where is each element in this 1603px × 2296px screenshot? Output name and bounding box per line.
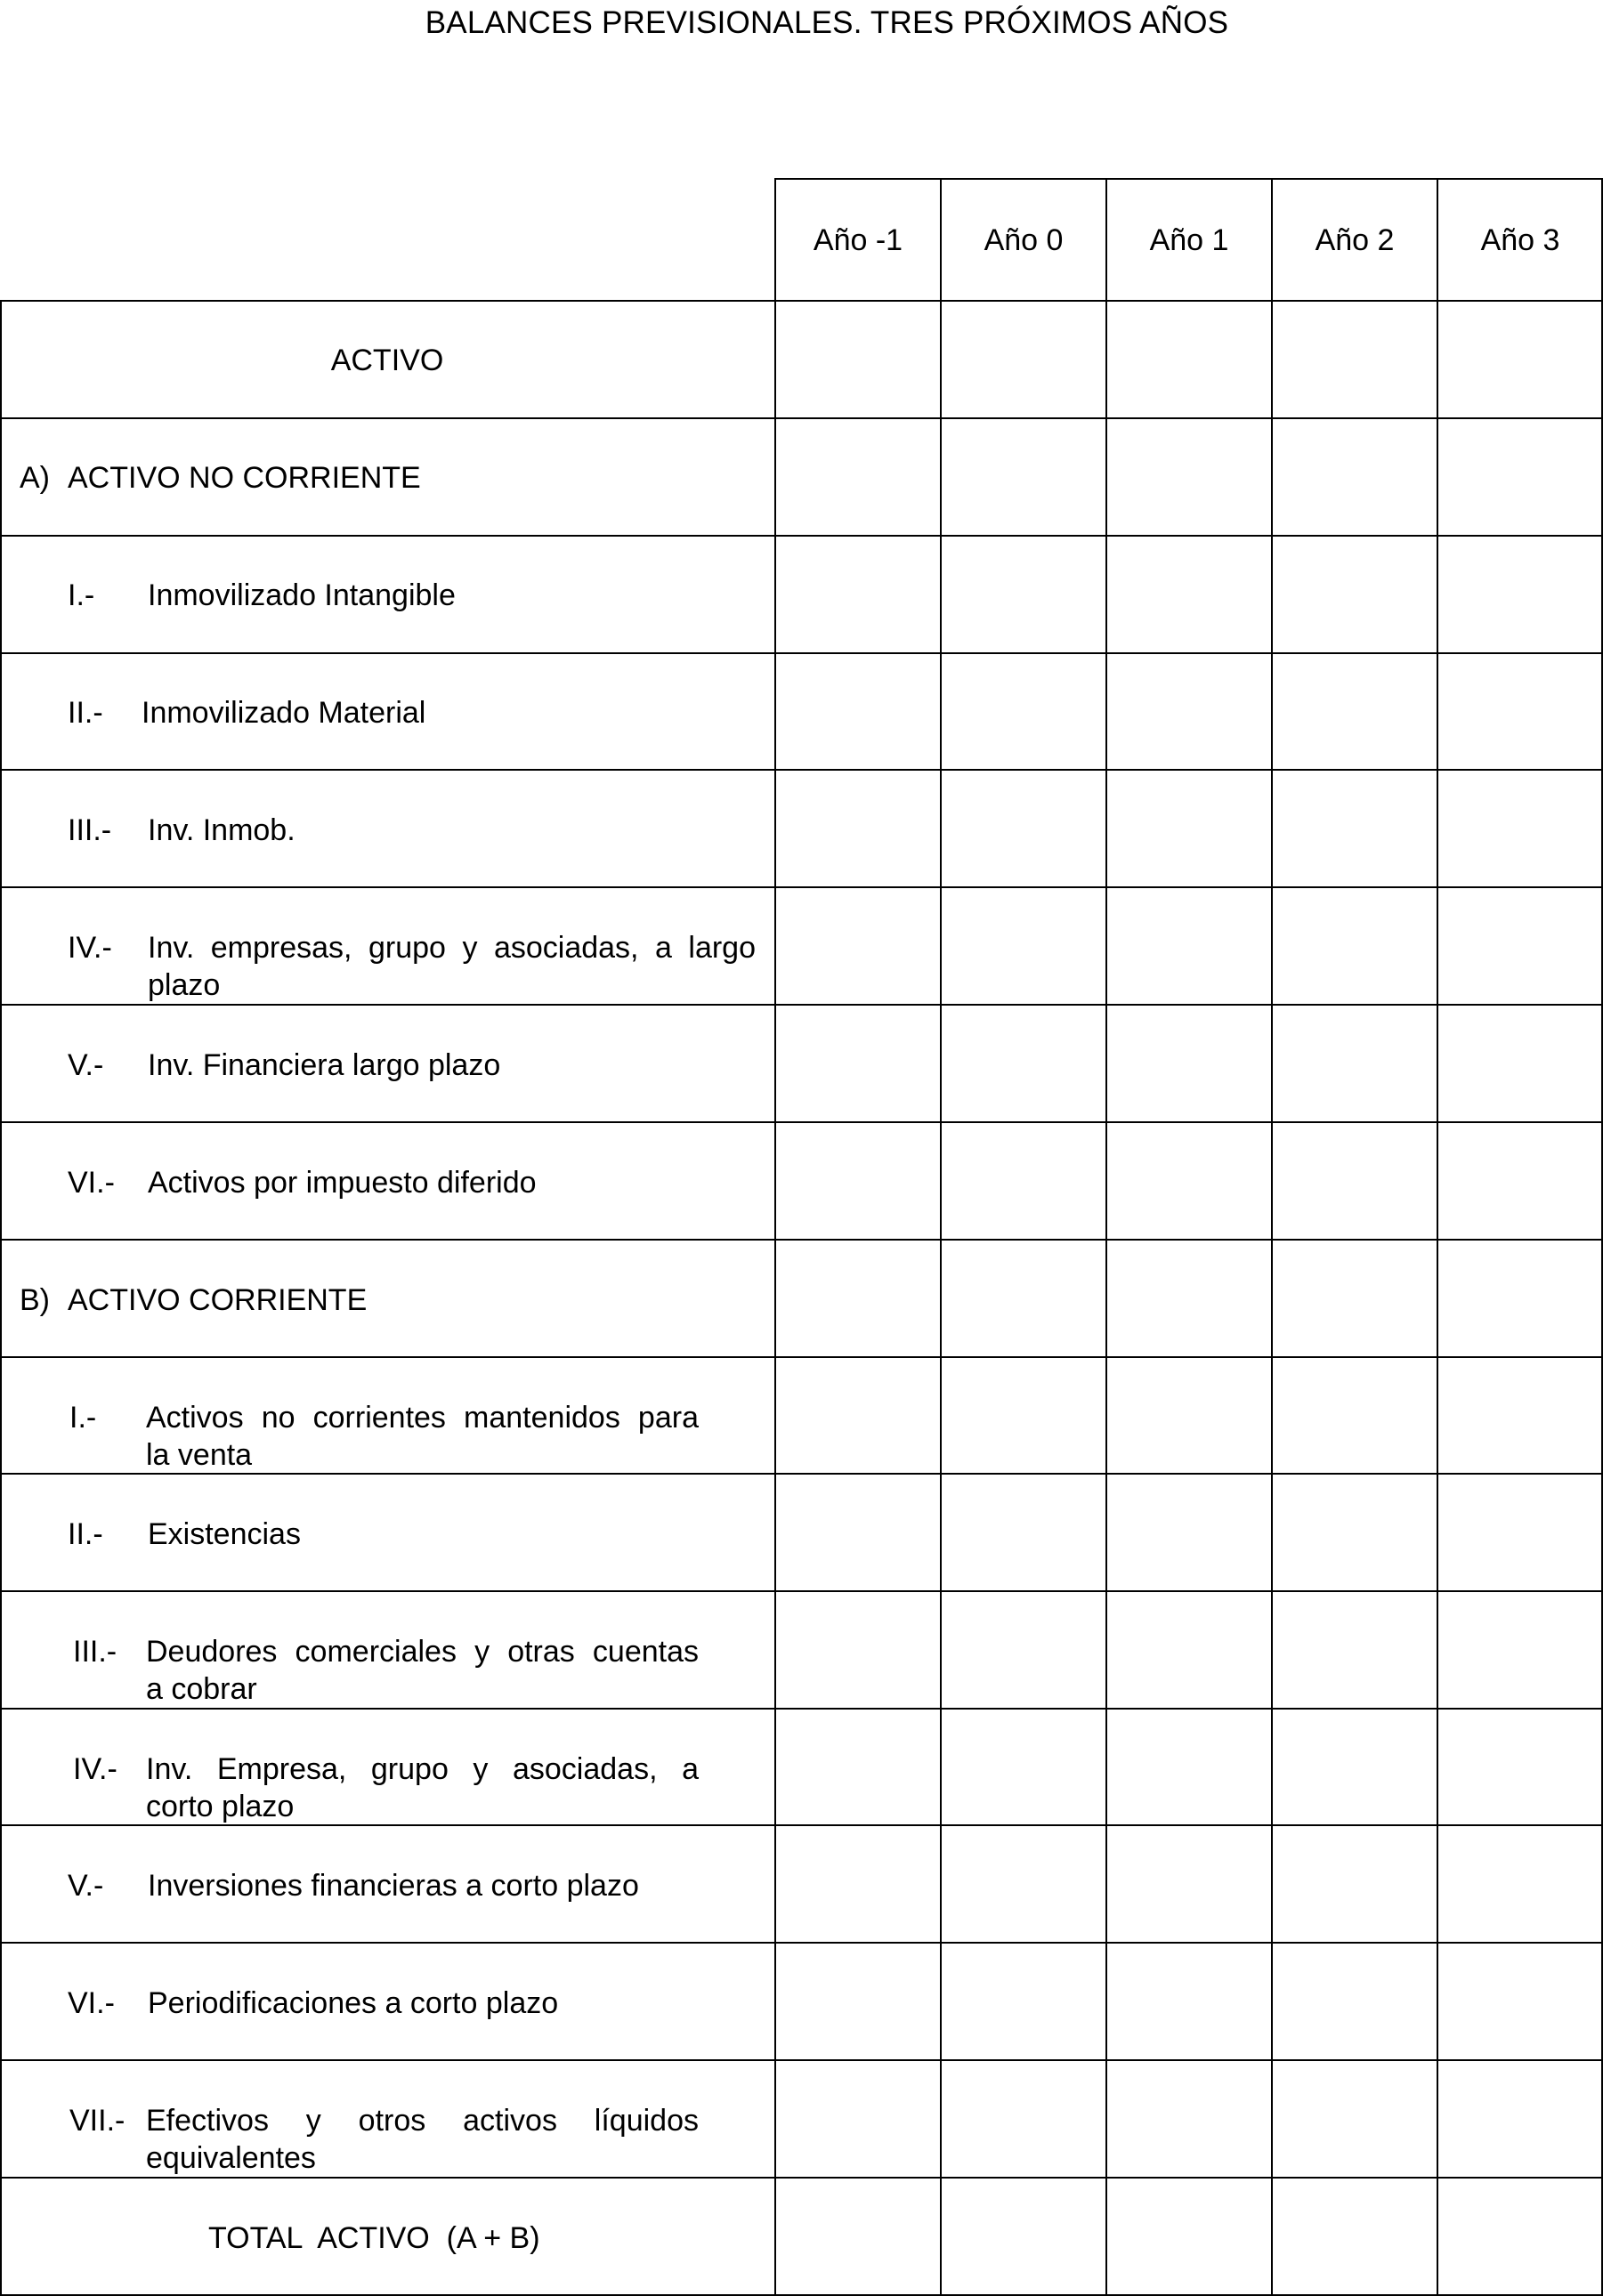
item-number: IV.-: [73, 1752, 117, 1786]
item-label-line1: Inv. empresas, grupo y asociadas, a largo: [148, 931, 756, 965]
item-label: Inversiones financieras a corto plazo: [148, 1869, 639, 1903]
activo-heading: ACTIVO: [330, 344, 444, 377]
total-activo-label: TOTAL ACTIVO (A + B): [208, 2221, 540, 2255]
item-label-line2: plazo: [148, 968, 221, 1002]
item-label: Existencias: [148, 1517, 301, 1551]
item-label: Periodificaciones a corto plazo: [148, 1986, 559, 2020]
item-label-line2: equivalentes: [146, 2141, 316, 2175]
item-number: VII.-: [69, 2104, 125, 2138]
column-header-year-0: Año 0: [984, 223, 1064, 257]
table-border: [0, 2059, 1603, 2061]
section-a-label: ACTIVO NO CORRIENTE: [68, 461, 421, 495]
column-header-year-minus-1: Año -1: [813, 223, 903, 257]
table-border: [0, 769, 1603, 771]
table-border: [0, 652, 1603, 654]
table-border: [774, 178, 776, 2296]
table-border: [0, 1590, 1603, 1592]
table-border: [0, 535, 1603, 537]
table-border: [1437, 178, 1438, 2296]
item-label: Inv. Financiera largo plazo: [148, 1048, 501, 1082]
item-number: VI.-: [68, 1166, 115, 1200]
table-border: [774, 178, 1603, 180]
column-header-year-3: Año 3: [1480, 223, 1560, 257]
table-border: [0, 1356, 1603, 1358]
item-label: Inmovilizado Intangible: [148, 578, 456, 612]
table-border: [0, 417, 1603, 419]
table-border: [940, 178, 942, 2296]
table-border: [0, 2177, 1603, 2179]
item-number: I.-: [68, 578, 95, 612]
page-title: BALANCES PREVISIONALES. TRES PRÓXIMOS AÑOS: [425, 5, 1229, 40]
item-label-line2: corto plazo: [146, 1790, 295, 1823]
item-label-line1: Deudores comerciales y otras cuentas: [146, 1635, 699, 1669]
item-number: II.-: [68, 696, 103, 730]
item-number: V.-: [68, 1869, 104, 1903]
item-label-line2: la venta: [146, 1438, 253, 1472]
item-label: Activos por impuesto diferido: [148, 1166, 537, 1200]
item-number: VI.-: [68, 1986, 115, 2020]
item-number: V.-: [68, 1048, 104, 1082]
section-b-label: ACTIVO CORRIENTE: [68, 1283, 368, 1317]
table-border: [0, 1239, 1603, 1241]
table-border: [1105, 178, 1107, 2296]
item-number: III.-: [68, 813, 112, 847]
table-border: [0, 300, 2, 2296]
item-label-line1: Efectivos y otros activos líquidos: [146, 2104, 699, 2138]
item-label: Inmovilizado Material: [142, 696, 426, 730]
table-border: [0, 1708, 1603, 1710]
column-header-year-2: Año 2: [1315, 223, 1395, 257]
item-number: I.-: [69, 1401, 97, 1435]
item-label-line2: a cobrar: [146, 1672, 257, 1706]
item-number: II.-: [68, 1517, 103, 1551]
table-border: [0, 1121, 1603, 1123]
table-border: [0, 886, 1603, 888]
item-label-line1: Activos no corrientes mantenidos para: [146, 1401, 699, 1435]
item-number: IV.-: [68, 931, 112, 965]
table-border: [1271, 178, 1273, 2296]
section-a-prefix: A): [20, 461, 50, 495]
section-b-prefix: B): [20, 1283, 50, 1317]
item-number: III.-: [73, 1635, 117, 1669]
table-border: [0, 1942, 1603, 1944]
table-border: [0, 300, 1603, 302]
table-border: [0, 1004, 1603, 1006]
item-label-line1: Inv. Empresa, grupo y asociadas, a: [146, 1752, 699, 1786]
column-header-year-1: Año 1: [1149, 223, 1229, 257]
item-label: Inv. Inmob.: [148, 813, 296, 847]
